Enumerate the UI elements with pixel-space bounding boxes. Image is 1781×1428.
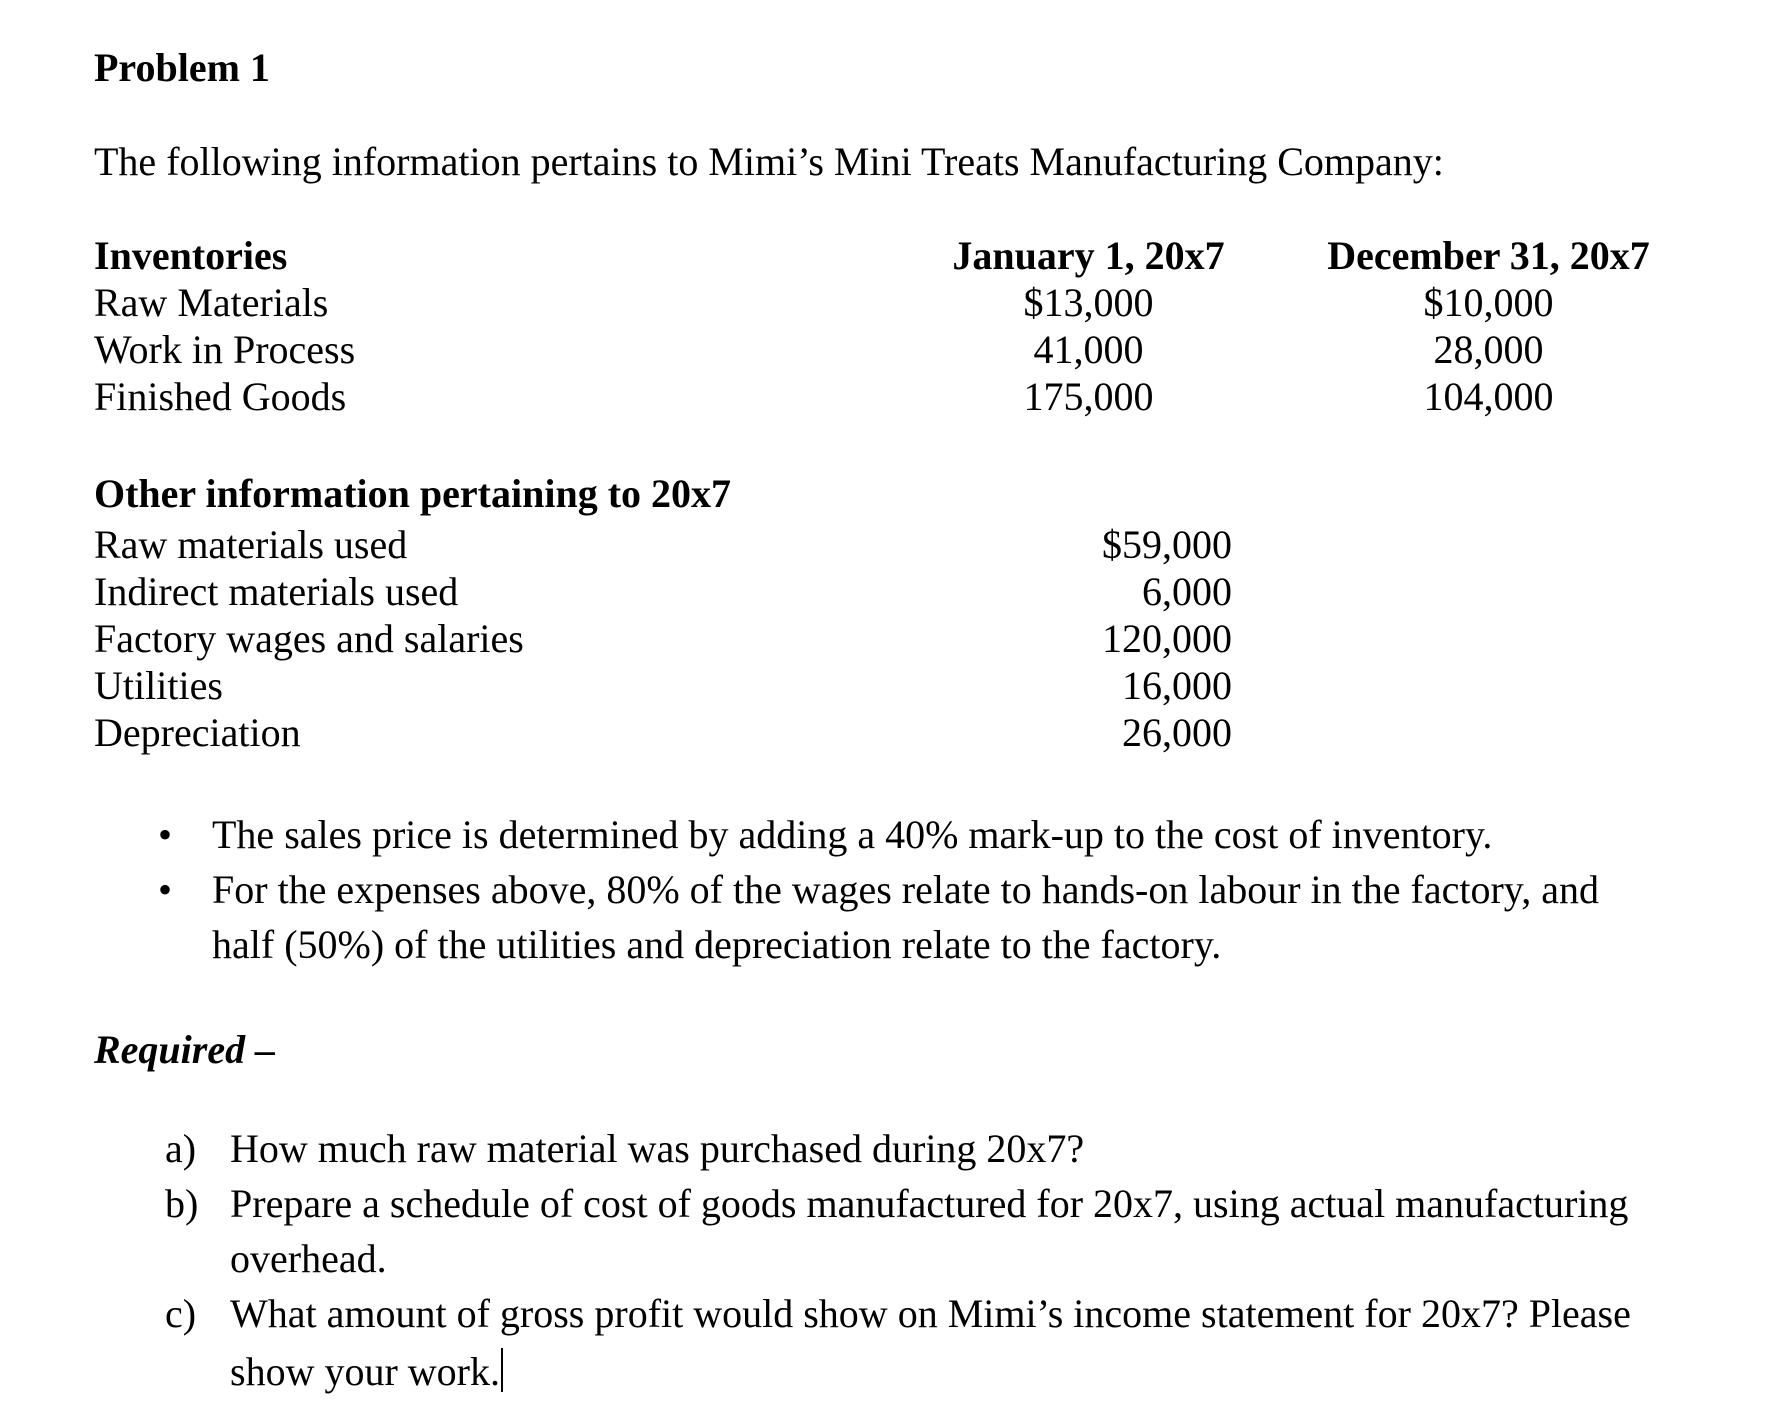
required-items-list xyxy=(94,1121,1741,1399)
other-info-row-label: Raw materials used xyxy=(94,522,408,567)
inventories-col-header-jan1: January 1, 20x7 xyxy=(952,233,1225,278)
list-item xyxy=(94,862,1741,972)
list-item xyxy=(94,1286,1741,1399)
inventory-row-label: Work in Process xyxy=(94,327,356,372)
other-info-row-value: 120,000 xyxy=(1102,616,1232,661)
bullet-text: For the expenses above, 80% of the wages relate to hands-on labour in the factory, and xyxy=(212,867,1599,912)
bullet-list xyxy=(94,807,1741,972)
bullet-icon: • xyxy=(158,867,173,912)
list-marker: a) xyxy=(165,1126,197,1171)
required-item-text: overhead. xyxy=(230,1236,387,1281)
list-marker: c) xyxy=(165,1291,197,1336)
inventories-col-header-dec31: December 31, 20x7 xyxy=(1327,233,1650,278)
text-cursor xyxy=(501,1348,503,1392)
other-information-section-heading: Other information pertaining to 20x7 xyxy=(94,471,732,516)
required-item-text: How much raw material was purchased during 20x7? xyxy=(230,1126,1085,1171)
other-info-row-label: Depreciation xyxy=(94,710,301,755)
inventories-table xyxy=(94,232,1741,420)
other-info-row-value: 6,000 xyxy=(1142,569,1232,614)
required-item-text-part: show your work. xyxy=(230,1349,500,1394)
other-info-row-value: 26,000 xyxy=(1122,710,1232,755)
required-item-text: Prepare a schedule of cost of goods manufactured for 20x7, using actual manufacturing xyxy=(230,1181,1629,1226)
inventory-row-label: Finished Goods xyxy=(94,374,347,419)
bullet-text: The sales price is determined by adding a 40% mark-up to the cost of inventory. xyxy=(212,812,1493,857)
inventories-section-heading: Inventories xyxy=(94,233,288,278)
inventory-value-jan1: $13,000 xyxy=(1023,280,1154,325)
other-info-row-value: $59,000 xyxy=(1102,522,1232,567)
inventory-value-dec31: 104,000 xyxy=(1423,374,1554,419)
other-information-table xyxy=(94,521,1741,756)
bullet-text: half (50%) of the utilities and depreciation relate to the factory. xyxy=(212,922,1222,967)
inventory-value-jan1: 175,000 xyxy=(1023,374,1154,419)
list-item xyxy=(94,1176,1741,1286)
inventory-value-dec31: 28,000 xyxy=(1433,327,1544,372)
inventory-value-jan1: 41,000 xyxy=(1033,327,1144,372)
other-info-row-label: Indirect materials used xyxy=(94,569,459,614)
problem-title: Problem 1 xyxy=(94,45,270,90)
list-marker: b) xyxy=(165,1181,199,1226)
required-heading: Required – xyxy=(94,1027,276,1072)
required-item-text: What amount of gross profit would show on Mimi’s income statement for 20x7? Please xyxy=(230,1291,1631,1336)
intro-paragraph: The following information pertains to Mimi’s Mini Treats Manufacturing Company: xyxy=(94,139,1444,184)
list-item xyxy=(94,807,1741,862)
required-item-text xyxy=(230,1341,1631,1399)
other-info-row-label: Factory wages and salaries xyxy=(94,616,524,661)
list-item xyxy=(94,1121,1741,1176)
other-info-row-label: Utilities xyxy=(94,663,223,708)
other-info-row-value: 16,000 xyxy=(1122,663,1232,708)
inventory-row-label: Raw Materials xyxy=(94,280,329,325)
bullet-icon: • xyxy=(158,812,173,857)
inventory-value-dec31: $10,000 xyxy=(1423,280,1554,325)
